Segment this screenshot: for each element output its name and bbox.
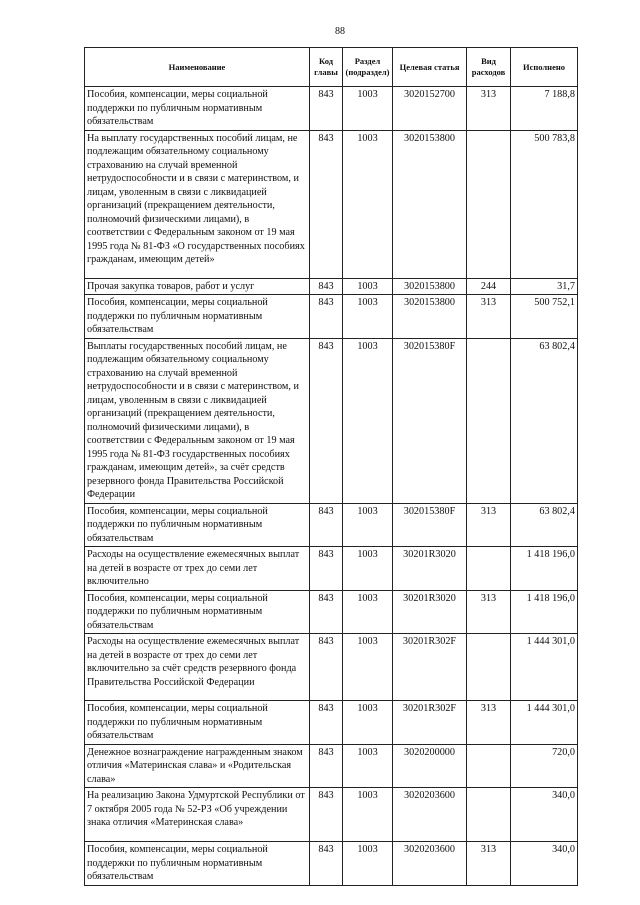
row-section: 1003 [343, 503, 393, 547]
row-target-item: 3020153800 [393, 278, 467, 295]
table-row [85, 634, 578, 701]
row-expense-type: 313 [467, 842, 511, 886]
row-section: 1003 [343, 87, 393, 131]
table-row [85, 842, 578, 886]
row-name: На реализацию Закона Удмуртской Республики от 7 октября 2005 года № 52-РЗ «Об учреждении знака отличия «Материнская слава» [85, 788, 310, 842]
row-name: Расходы на осуществление ежемесячных выплат на детей в возрасте от трех до семи лет включительно [85, 547, 310, 591]
row-section: 1003 [343, 744, 393, 788]
row-executed-amount: 7 188,8 [511, 87, 578, 131]
row-section: 1003 [343, 338, 393, 503]
row-executed-amount: 1 418 196,0 [511, 547, 578, 591]
row-executed-amount: 1 444 301,0 [511, 634, 578, 701]
header-section: Раздел (подраздел) [343, 48, 393, 87]
row-expense-type: 313 [467, 295, 511, 339]
row-executed-amount: 1 418 196,0 [511, 590, 578, 634]
row-expense-type [467, 130, 511, 278]
table-row [85, 744, 578, 788]
row-expense-type [467, 634, 511, 701]
row-target-item: 3020200000 [393, 744, 467, 788]
header-name: Наименование [85, 48, 310, 87]
row-section: 1003 [343, 701, 393, 745]
row-section: 1003 [343, 590, 393, 634]
table-row [85, 503, 578, 547]
row-target-item: 3020203600 [393, 788, 467, 842]
row-executed-amount: 63 802,4 [511, 503, 578, 547]
row-target-item: 3020152700 [393, 87, 467, 131]
row-target-item: 302015380F [393, 503, 467, 547]
row-executed-amount: 340,0 [511, 842, 578, 886]
row-chapter-code: 843 [310, 634, 343, 701]
table-row [85, 788, 578, 842]
row-target-item: 30201R3020 [393, 547, 467, 591]
row-name: Пособия, компенсации, меры социальной поддержки по публичным нормативным обязательствам [85, 842, 310, 886]
row-name: На выплату государственных пособий лицам, не подлежащим обязательному социальному страхованию на случай временной нетрудоспособности и в связи с материнством, и лицам, уволенным в связи с ликвидацией организаций (прекращением деятельности, полномочий физическими лицами), в соответствии с Федеральным законом от 19 мая 1995 года № 81-ФЗ «О государственных пособиях гражданам, имеющим детей» [85, 130, 310, 278]
row-executed-amount: 500 752,1 [511, 295, 578, 339]
row-chapter-code: 843 [310, 590, 343, 634]
row-target-item: 3020153800 [393, 295, 467, 339]
row-name: Выплаты государственных пособий лицам, не подлежащим обязательному социальному страхованию на случай временной нетрудоспособности и в связи с материнством, и лицам, уволенным в связи с ликвидацией организаций (прекращением деятельности, полномочий физическими лицами), в соответствии с Федеральным законом от 19 мая 1995 года № 81-ФЗ государственных пособиях гражданам, имеющим детей», за счёт средств резервного фонда Правительства Российской Федерации [85, 338, 310, 503]
row-chapter-code: 843 [310, 503, 343, 547]
row-expense-type [467, 788, 511, 842]
header-expense-type: Вид расходов [467, 48, 511, 87]
row-expense-type [467, 338, 511, 503]
row-expense-type [467, 547, 511, 591]
row-expense-type: 244 [467, 278, 511, 295]
row-chapter-code: 843 [310, 701, 343, 745]
table-row [85, 87, 578, 131]
table-row [85, 130, 578, 278]
row-name: Пособия, компенсации, меры социальной поддержки по публичным нормативным обязательствам [85, 590, 310, 634]
row-executed-amount: 720,0 [511, 744, 578, 788]
row-target-item: 3020153800 [393, 130, 467, 278]
page-number: 88 [335, 26, 345, 37]
row-section: 1003 [343, 634, 393, 701]
table-row [85, 278, 578, 295]
row-chapter-code: 843 [310, 744, 343, 788]
table-row [85, 547, 578, 591]
header-executed: Исполнено [511, 48, 578, 87]
row-name: Пособия, компенсации, меры социальной поддержки по публичным нормативным обязательствам [85, 295, 310, 339]
row-section: 1003 [343, 788, 393, 842]
row-executed-amount: 340,0 [511, 788, 578, 842]
header-row [85, 48, 578, 87]
row-name: Денежное вознаграждение награжденным знаком отличия «Материнская слава» и «Родительская слава» [85, 744, 310, 788]
table-row [85, 590, 578, 634]
row-chapter-code: 843 [310, 788, 343, 842]
row-section: 1003 [343, 295, 393, 339]
row-section: 1003 [343, 842, 393, 886]
row-target-item: 30201R302F [393, 634, 467, 701]
row-executed-amount: 31,7 [511, 278, 578, 295]
row-executed-amount: 500 783,8 [511, 130, 578, 278]
row-executed-amount: 1 444 301,0 [511, 701, 578, 745]
row-name: Расходы на осуществление ежемесячных выплат на детей в возрасте от трех до семи лет включительно за счёт средств резервного фонда Правительства Российской Федерации [85, 634, 310, 701]
row-name: Пособия, компенсации, меры социальной поддержки по публичным нормативным обязательствам [85, 503, 310, 547]
row-section: 1003 [343, 130, 393, 278]
row-name: Пособия, компенсации, меры социальной поддержки по публичным нормативным обязательствам [85, 701, 310, 745]
row-chapter-code: 843 [310, 547, 343, 591]
row-target-item: 302015380F [393, 338, 467, 503]
table-row [85, 701, 578, 745]
row-chapter-code: 843 [310, 295, 343, 339]
row-target-item: 3020203600 [393, 842, 467, 886]
row-expense-type: 313 [467, 503, 511, 547]
row-section: 1003 [343, 547, 393, 591]
row-expense-type: 313 [467, 87, 511, 131]
budget-table [84, 47, 578, 886]
row-name: Пособия, компенсации, меры социальной поддержки по публичным нормативным обязательствам [85, 87, 310, 131]
row-name: Прочая закупка товаров, работ и услуг [85, 278, 310, 295]
row-target-item: 30201R3020 [393, 590, 467, 634]
header-target-item: Целевая статья [393, 48, 467, 87]
row-section: 1003 [343, 278, 393, 295]
row-executed-amount: 63 802,4 [511, 338, 578, 503]
row-expense-type: 313 [467, 590, 511, 634]
table-row [85, 295, 578, 339]
row-chapter-code: 843 [310, 338, 343, 503]
row-chapter-code: 843 [310, 87, 343, 131]
header-chapter-code: Код главы [310, 48, 343, 87]
table-row [85, 338, 578, 503]
row-chapter-code: 843 [310, 130, 343, 278]
row-chapter-code: 843 [310, 842, 343, 886]
row-target-item: 30201R302F [393, 701, 467, 745]
row-chapter-code: 843 [310, 278, 343, 295]
row-expense-type [467, 744, 511, 788]
row-expense-type: 313 [467, 701, 511, 745]
